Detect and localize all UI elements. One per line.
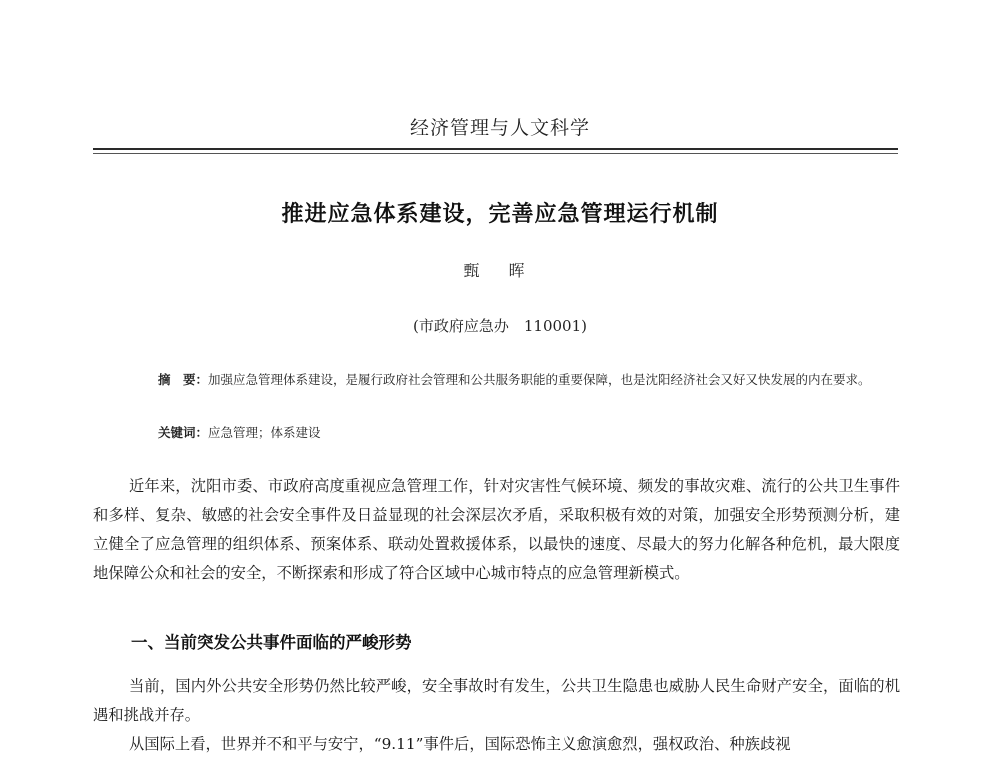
running-head: 经济管理与人文科学 [409,117,590,139]
body-paragraph-3: 从国际上看，世界并不和平与安宁，“9.11”事件后，国际恐怖主义愈演愈烈，强权政治、种族歧视 [129,735,791,753]
abstract [128,368,873,392]
keywords [158,423,321,441]
abstract-text: 加强应急管理体系建设，是履行政府社会管理和公共服务职能的重要保障，也是沈阳经济社会又好又快发展的内在要求。 [208,372,871,387]
keywords-text: 应急管理；体系建设 [208,425,321,440]
keywords-label: 关键词： [158,425,209,440]
article-affiliation: (市政府应急办 110001) [413,317,587,335]
abstract-label: 摘 要： [158,372,209,387]
header-rule-thick [93,148,898,150]
header-rule-thin [93,153,898,154]
body-paragraph-1: 近年来，沈阳市委、市政府高度重视应急管理工作，针对灾害性气候环境、频发的事故灾难、流行的公共卫生事件和多样、复杂、敏感的社会安全事件及日益显现的社会深层次矛盾，采取积极有效的对策，加强安全形势预测分析，建立健全了应急管理的组织体系、预案体系、联动处置救援体系，以最快的速度、尽最大的努力化解各种危机，最大限度地保障公众和社会的安全，不断探索和形成了符合区域中心城市特点的应急管理新模式。 [93,477,900,582]
body-paragraph-2: 当前，国内外公共安全形势仍然比较严峻，安全事故时有发生，公共卫生隐患也威胁人民生命财产安全，面临的机遇和挑战并存。 [93,677,900,724]
article-author: 甄 晖 [463,261,537,280]
section-heading-1: 一、当前突发公共事件面临的严峻形势 [131,633,412,652]
article-title: 推进应急体系建设，完善应急管理运行机制 [281,202,719,227]
